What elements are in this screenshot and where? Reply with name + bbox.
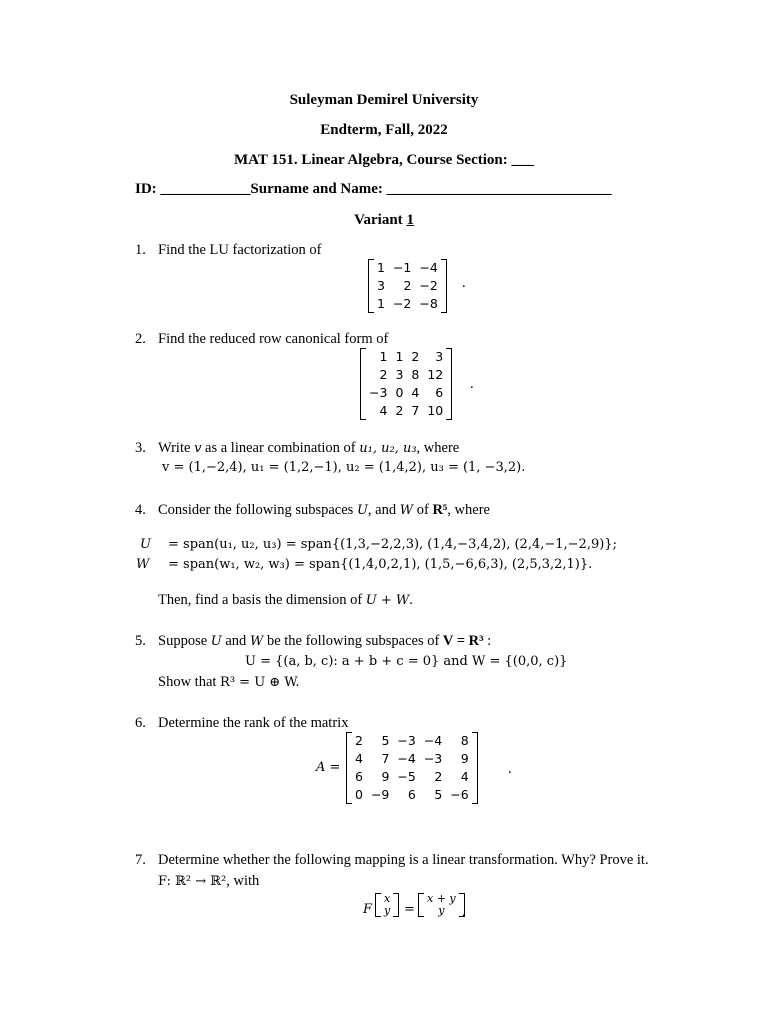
- q3-text-c: , where: [416, 440, 460, 456]
- q4-uw: U + W: [365, 593, 410, 608]
- q5-show-text: Show that: [158, 674, 221, 690]
- q7-number: 7.: [135, 852, 146, 868]
- q4-R5: R⁵: [432, 502, 448, 518]
- q4-then-text: Then, find a basis the dimension of: [158, 592, 366, 608]
- q6-matrix-cell: 4: [460, 769, 469, 784]
- q3-v: v: [194, 441, 202, 456]
- q6-matrix-cell: 5: [434, 787, 443, 802]
- q1-matrix-cell: −2: [392, 296, 412, 311]
- q7-map: F: ℝ² → ℝ²: [158, 874, 227, 889]
- q2-matrix-cell: 1: [379, 349, 388, 364]
- q1-number: 1.: [135, 242, 146, 258]
- q2-matrix-cell: 4: [411, 385, 420, 400]
- q7-eq: =: [404, 902, 415, 917]
- q2-matrix-cell: 3: [435, 349, 444, 364]
- variant-number: 1: [406, 212, 414, 228]
- variant-label: Variant: [354, 212, 407, 228]
- q5-text: [158, 633, 491, 650]
- q6-matrix-cell: 6: [355, 769, 363, 784]
- q6-matrix-cell: −4: [423, 733, 443, 748]
- q6-text: Determine the rank of the matrix: [158, 715, 349, 731]
- q4-text-c: of: [413, 502, 433, 518]
- q5-W: W: [249, 634, 264, 649]
- q2-matrix-cell: 12: [427, 367, 444, 382]
- q5-text-d: :: [483, 633, 492, 649]
- q6-matrix-cell: −5: [397, 769, 416, 784]
- q5-show: [158, 674, 300, 691]
- q4-line-w-label: W: [136, 557, 150, 572]
- university-title: Suleyman Demirel University: [289, 92, 479, 108]
- q2-period: .: [470, 376, 474, 392]
- q5-number: 5.: [135, 633, 146, 649]
- q7-output-cell: x + y: [427, 892, 456, 905]
- q6-matrix-cell: −6: [450, 787, 469, 802]
- q6-matrix-cell: −9: [370, 787, 390, 802]
- q6-matrix-cell: 7: [381, 751, 390, 766]
- q1-matrix-cell: −8: [419, 296, 438, 311]
- q4-line-w: = span(w₁, w₂, w₃) = span{(1,4,0,2,1), (1,5,−6,6,3), (2,5,3,2,1)}.: [168, 557, 593, 572]
- q6-matrix-cell: 2: [355, 733, 363, 748]
- q6-matrix-cell: 8: [460, 733, 469, 748]
- q6-period: .: [508, 761, 512, 777]
- q2-number: 2.: [135, 331, 146, 347]
- q2-matrix-cell: −3: [369, 385, 388, 400]
- q1-matrix-cell: −4: [419, 260, 438, 275]
- q6-matrix-cell: 4: [355, 751, 363, 766]
- q5-claim: R³ = U ⊕ W.: [220, 675, 300, 690]
- q6-matrix-cell: 2: [434, 769, 443, 784]
- q6-matrix-cell: −3: [397, 733, 416, 748]
- q2-matrix-cell: 7: [411, 403, 420, 418]
- q2-matrix-cell: 0: [395, 385, 404, 400]
- q7-input-vector: [375, 893, 399, 917]
- q2-matrix-cell: 6: [435, 385, 444, 400]
- q4-text-a: Consider the following subspaces: [158, 502, 357, 518]
- q7-F: F: [363, 902, 373, 917]
- q4-then-end: .: [409, 592, 413, 608]
- q3-number: 3.: [135, 440, 146, 456]
- q5-U: U: [210, 634, 222, 649]
- q6-matrix-cell: −3: [423, 751, 443, 766]
- q1-matrix-cell: 1: [377, 260, 385, 275]
- q2-matrix-cell: 10: [427, 403, 444, 418]
- q2-matrix-cell: 8: [411, 367, 420, 382]
- q4-text: [158, 502, 490, 519]
- q1-matrix-cell: 2: [403, 278, 412, 293]
- id-name-line: ID: ____________Surname and Name: ______________________________: [135, 181, 612, 197]
- q7-map-line: [158, 873, 259, 890]
- q2-matrix-cell: 2: [395, 403, 404, 418]
- q1-matrix-cell: 3: [377, 278, 385, 293]
- q2-text: Find the reduced row canonical form of: [158, 331, 389, 347]
- q5-sets: U = {(a, b, c): a + b + c = 0} and W = {(0,0, c)}: [245, 654, 568, 669]
- q3-text-a: Write: [158, 440, 195, 456]
- q6-matrix-cell: 9: [381, 769, 390, 784]
- q7-input-cell: x: [384, 892, 391, 905]
- q6-matrix-cell: −4: [397, 751, 416, 766]
- exam-title: Endterm, Fall, 2022: [320, 122, 448, 138]
- q1-matrix-cell: −1: [392, 260, 412, 275]
- q7-input-cell: y: [384, 904, 391, 917]
- q2-matrix-cell: 2: [411, 349, 420, 364]
- q6-matrix-cell: 6: [407, 787, 416, 802]
- q5-text-a: Suppose: [158, 633, 211, 649]
- q4-text-b: , and: [367, 502, 400, 518]
- q7-with: , with: [226, 873, 260, 889]
- q4-U: U: [356, 503, 368, 518]
- q4-number: 4.: [135, 502, 146, 518]
- q4-line-u: = span(u₁, u₂, u₃) = span{(1,3,−2,2,3), (1,4,−3,4,2), (2,4,−1,−2,9)};: [168, 537, 617, 552]
- q1-matrix: [368, 259, 447, 313]
- q2-matrix-cell: 3: [395, 367, 404, 382]
- q6-matrix-cell: 0: [355, 787, 363, 802]
- q2-matrix-cell: 4: [379, 403, 388, 418]
- course-title: MAT 151. Linear Algebra, Course Section: ___: [234, 152, 534, 168]
- q2-matrix: [360, 348, 452, 420]
- q7-period: .: [462, 904, 466, 920]
- q1-matrix-cell: −2: [419, 278, 438, 293]
- q5-VR3: V = R³: [442, 633, 484, 649]
- q1-text: Find the LU factorization of: [158, 242, 322, 258]
- q3-text: [158, 440, 459, 457]
- q5-text-c: be the following subspaces of: [263, 633, 443, 649]
- q2-matrix-cell: 2: [379, 367, 388, 382]
- q3-vectors: v = (1,−2,4), u₁ = (1,2,−1), u₂ = (1,4,2), u₃ = (1, −3,2).: [162, 460, 526, 475]
- q7-output-cell: y: [438, 904, 445, 917]
- q1-matrix-cell: 1: [377, 296, 385, 311]
- q4-text-d: , where: [447, 502, 490, 518]
- q3-text-b: as a linear combination of: [201, 440, 360, 456]
- q6-lhs: A =: [316, 760, 341, 775]
- q6-matrix-cell: 5: [381, 733, 390, 748]
- q1-period: .: [462, 275, 466, 291]
- q4-line-u-label: U: [140, 537, 151, 552]
- q6-matrix-cell: 9: [460, 751, 469, 766]
- q4-then: [158, 592, 413, 609]
- q5-text-b: and: [221, 633, 250, 649]
- q2-matrix-cell: 1: [395, 349, 404, 364]
- q6-matrix: [346, 732, 478, 804]
- q7-text: Determine whether the following mapping is a linear transformation. Why? Prove it.: [158, 852, 649, 868]
- q6-number: 6.: [135, 715, 146, 731]
- variant-heading: [0, 212, 768, 229]
- q7-output-vector: [418, 893, 465, 917]
- q3-us: u₁, u₂, u₃: [359, 441, 417, 456]
- q4-W: W: [399, 503, 414, 518]
